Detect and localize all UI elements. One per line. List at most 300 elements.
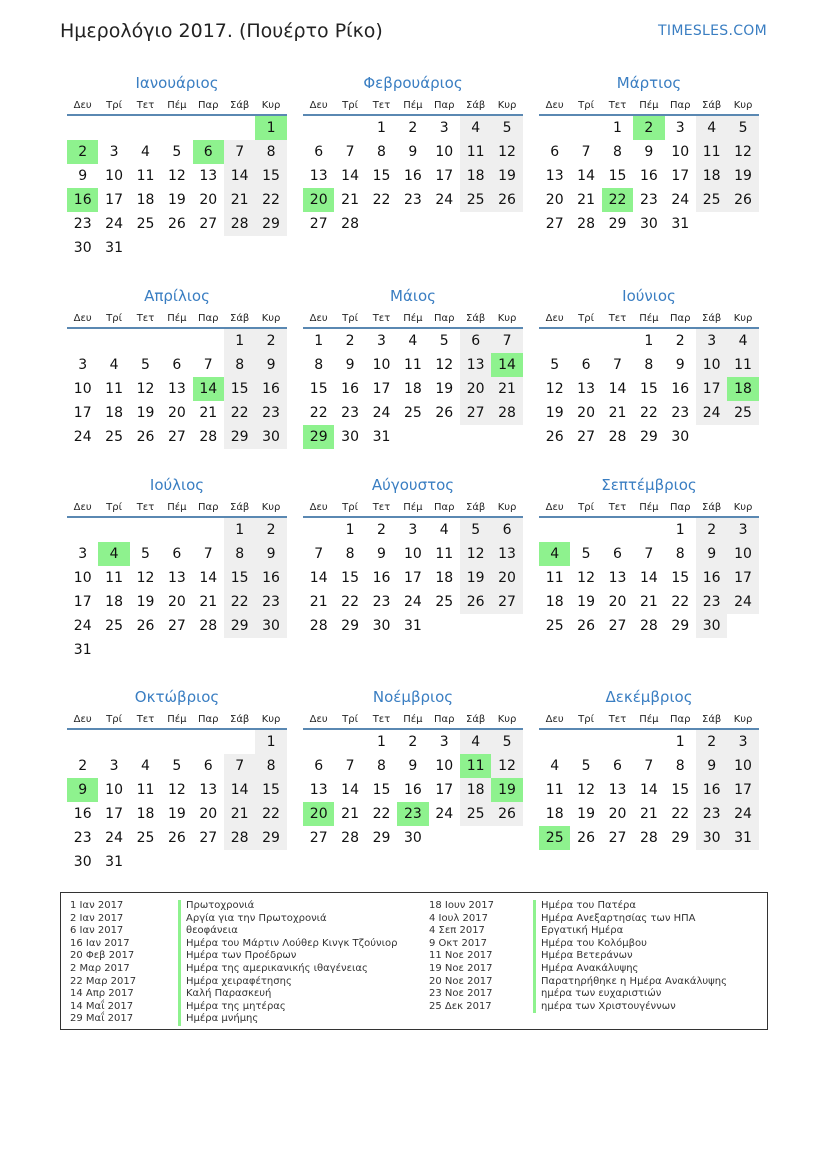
day-cell: 15	[255, 778, 286, 802]
day-cell: 7	[581, 144, 591, 160]
holiday-day-cell: 19	[491, 778, 522, 802]
day-cell: 10	[727, 754, 758, 778]
day-cell: 3	[675, 120, 685, 136]
day-cell: 22	[224, 401, 255, 425]
day-cell: 21	[608, 405, 627, 421]
day-cell: 23	[73, 216, 92, 232]
weekday-label: Πέμ	[403, 501, 423, 513]
holiday-day-cell: 25	[539, 826, 570, 850]
day-grid	[67, 116, 287, 260]
day-cell: 16	[639, 168, 658, 184]
month-5	[303, 283, 523, 449]
day-cell: 5	[172, 758, 182, 774]
month-name: Ιούλιος	[149, 476, 205, 494]
day-cell: 28	[341, 830, 359, 846]
month-name: Φεβρουάριος	[363, 74, 463, 92]
holiday-name: ημέρα των Χριστουγέννων	[533, 1001, 727, 1014]
day-cell: 14	[577, 168, 595, 184]
weekday-label: Δευ	[309, 312, 328, 324]
day-cell: 9	[345, 357, 355, 373]
day-cell: 3	[377, 333, 386, 349]
day-cell: 14	[341, 168, 359, 184]
weekday-label: Τετ	[136, 501, 155, 513]
day-cell: 10	[403, 546, 422, 562]
holiday-date: 18 Ιουν 2017	[429, 900, 494, 911]
day-cell: 7	[224, 140, 255, 164]
day-cell: 28	[199, 618, 218, 634]
day-cell: 6	[550, 144, 560, 160]
day-cell: 24	[372, 405, 391, 421]
day-cell: 11	[545, 570, 564, 586]
day-cell: 26	[545, 429, 564, 445]
day-cell: 1	[675, 734, 685, 750]
holiday-names-col-1	[178, 900, 397, 1026]
weekday-label: Κυρ	[497, 713, 517, 725]
day-cell: 9	[255, 542, 286, 566]
day-cell: 30	[696, 826, 727, 850]
day-cell: 18	[136, 806, 155, 822]
day-cell: 21	[199, 405, 218, 421]
day-cell: 19	[460, 566, 491, 590]
brand-link[interactable]: TIMESLES.COM	[658, 23, 767, 39]
day-cell: 26	[136, 429, 155, 445]
day-cell: 30	[341, 429, 359, 445]
weekday-label: Τρί	[578, 501, 594, 513]
holiday-day-cell: 14	[491, 353, 522, 377]
day-cell: 6	[613, 546, 622, 562]
day-cell: 6	[203, 758, 213, 774]
day-grid	[539, 329, 759, 449]
day-cell: 12	[136, 381, 155, 397]
day-cell: 7	[613, 357, 622, 373]
page-title: Ημερολόγιο 2017. (Πουέρτο Ρίκο)	[60, 20, 383, 42]
day-cell: 17	[105, 806, 123, 822]
day-cell: 12	[727, 140, 758, 164]
weekday-label: Τετ	[608, 713, 627, 725]
day-cell: 16	[671, 381, 690, 397]
day-cell: 7	[644, 758, 654, 774]
weekday-label: Τρί	[578, 312, 594, 324]
day-cell: 18	[136, 192, 155, 208]
day-cell: 20	[167, 594, 186, 610]
day-cell: 30	[696, 614, 727, 638]
day-cell: 18	[105, 405, 123, 421]
holiday-date: 2 Μαρ 2017	[70, 962, 130, 974]
holiday-date: 4 Σεπ 2017	[429, 925, 485, 937]
day-cell: 11	[696, 140, 727, 164]
day-grid	[67, 329, 287, 449]
day-cell: 31	[105, 854, 123, 870]
day-cell: 30	[671, 429, 690, 445]
weekday-label: Δευ	[545, 99, 564, 111]
day-cell: 15	[341, 570, 359, 586]
day-cell: 15	[671, 570, 690, 586]
day-cell: 29	[224, 614, 255, 638]
day-cell: 3	[109, 758, 119, 774]
day-cell: 3	[696, 329, 727, 353]
day-cell: 28	[639, 830, 658, 846]
month-name: Σεπτέμβριος	[601, 476, 697, 494]
empty-day-cell	[334, 116, 365, 140]
empty-day-cell	[539, 518, 570, 542]
weekday-header	[67, 498, 287, 518]
weekday-label: Παρ	[670, 501, 691, 513]
weekday-label: Τρί	[106, 713, 122, 725]
day-grid	[539, 116, 759, 236]
day-cell: 19	[435, 381, 454, 397]
day-cell: 2	[675, 333, 685, 349]
day-cell: 28	[309, 618, 328, 634]
holiday-name: Ημέρα της μητέρας	[178, 1001, 397, 1014]
weekday-label: Κυρ	[497, 312, 517, 324]
weekday-label: Δευ	[545, 501, 564, 513]
day-cell: 11	[403, 357, 422, 373]
day-cell: 18	[403, 381, 422, 397]
day-cell: 8	[314, 357, 324, 373]
weekday-label: Σάβ	[702, 99, 722, 111]
day-cell: 10	[372, 357, 391, 373]
day-cell: 25	[403, 405, 422, 421]
day-cell: 12	[435, 357, 454, 373]
empty-day-cell	[570, 730, 601, 754]
day-cell: 9	[696, 542, 727, 566]
holiday-day-cell: 20	[303, 188, 334, 212]
holiday-day-cell: 6	[193, 140, 224, 164]
day-cell: 3	[439, 120, 449, 136]
weekday-label: Τρί	[106, 99, 122, 111]
day-cell: 10	[435, 758, 454, 774]
weekday-label: Δευ	[309, 501, 328, 513]
day-cell: 18	[460, 164, 491, 188]
day-cell: 23	[255, 401, 286, 425]
empty-day-cell	[98, 518, 129, 542]
day-cell: 19	[167, 806, 186, 822]
day-cell: 23	[255, 590, 286, 614]
holiday-name: Ημέρα της αμερικανικής ιθαγένειας	[178, 963, 397, 976]
day-cell: 4	[439, 522, 449, 538]
day-cell: 13	[199, 168, 218, 184]
day-cell: 15	[372, 168, 391, 184]
day-cell: 3	[727, 518, 758, 542]
day-cell: 16	[403, 168, 422, 184]
day-cell: 31	[671, 216, 690, 232]
empty-day-cell	[539, 116, 570, 140]
day-grid	[303, 730, 523, 850]
weekday-label: Πέμ	[403, 99, 423, 111]
day-cell: 12	[545, 381, 564, 397]
day-cell: 19	[577, 594, 595, 610]
weekday-label: Σάβ	[230, 312, 250, 324]
day-cell: 6	[613, 758, 622, 774]
weekday-label: Δευ	[309, 99, 328, 111]
day-cell: 17	[105, 192, 123, 208]
day-cell: 28	[639, 618, 658, 634]
holiday-name: Ημέρα των Προέδρων	[178, 950, 397, 963]
weekday-header	[303, 710, 523, 730]
month-name: Δεκέμβριος	[605, 688, 693, 706]
day-cell: 14	[341, 782, 359, 798]
weekday-label: Πέμ	[639, 501, 659, 513]
day-cell: 9	[675, 357, 685, 373]
day-cell: 14	[309, 570, 328, 586]
empty-day-cell	[193, 730, 224, 754]
weekday-header	[303, 498, 523, 518]
day-cell: 5	[491, 116, 522, 140]
day-cell: 12	[577, 782, 595, 798]
day-cell: 6	[314, 758, 324, 774]
day-cell: 30	[403, 830, 422, 846]
day-cell: 21	[224, 802, 255, 826]
day-cell: 5	[141, 546, 150, 562]
day-cell: 26	[491, 802, 522, 826]
day-cell: 5	[581, 546, 591, 562]
day-cell: 22	[255, 188, 286, 212]
weekday-label: Σάβ	[702, 312, 722, 324]
day-grid	[303, 518, 523, 638]
day-cell: 20	[577, 405, 595, 421]
day-cell: 1	[224, 329, 255, 353]
day-cell: 29	[639, 429, 658, 445]
day-cell: 25	[460, 802, 491, 826]
day-cell: 28	[341, 216, 359, 232]
day-cell: 18	[696, 164, 727, 188]
day-cell: 29	[255, 212, 286, 236]
weekday-label: Κυρ	[261, 99, 281, 111]
day-cell: 8	[613, 144, 622, 160]
day-cell: 16	[403, 782, 422, 798]
day-cell: 25	[696, 188, 727, 212]
day-cell: 27	[167, 618, 186, 634]
day-cell: 2	[377, 522, 386, 538]
day-cell: 4	[696, 116, 727, 140]
day-cell: 29	[255, 826, 286, 850]
day-cell: 21	[341, 806, 359, 822]
day-cell: 2	[255, 329, 286, 353]
weekday-label: Δευ	[73, 312, 92, 324]
day-cell: 23	[696, 802, 727, 826]
day-grid	[303, 116, 523, 236]
month-name: Μάρτιος	[616, 74, 682, 92]
month-name: Ιανουάριος	[135, 74, 219, 92]
day-cell: 21	[577, 192, 595, 208]
weekday-label: Δευ	[73, 713, 92, 725]
day-cell: 1	[314, 333, 324, 349]
weekday-label: Σάβ	[466, 713, 486, 725]
holiday-name: Ημέρα του Κολόμβου	[533, 938, 727, 951]
weekday-label: Τετ	[608, 312, 627, 324]
day-cell: 13	[545, 168, 564, 184]
empty-day-cell	[98, 116, 129, 140]
day-cell: 27	[460, 401, 491, 425]
empty-day-cell	[193, 116, 224, 140]
weekday-label: Πέμ	[167, 312, 187, 324]
day-cell: 19	[167, 192, 186, 208]
day-cell: 13	[167, 381, 186, 397]
day-cell: 22	[671, 806, 690, 822]
day-cell: 6	[491, 518, 522, 542]
day-cell: 18	[105, 594, 123, 610]
day-cell: 10	[105, 782, 123, 798]
day-cell: 17	[727, 778, 758, 802]
weekday-label: Σάβ	[466, 99, 486, 111]
day-cell: 21	[224, 188, 255, 212]
holiday-name: Ημέρα του Πατέρα	[533, 900, 727, 913]
day-cell: 19	[136, 405, 155, 421]
day-cell: 19	[491, 164, 522, 188]
empty-day-cell	[224, 730, 255, 754]
day-cell: 20	[460, 377, 491, 401]
day-cell: 10	[696, 353, 727, 377]
day-cell: 5	[550, 357, 560, 373]
day-cell: 26	[167, 830, 186, 846]
day-cell: 3	[408, 522, 418, 538]
weekday-header	[67, 710, 287, 730]
holiday-day-cell: 23	[397, 802, 428, 826]
empty-day-cell	[303, 116, 334, 140]
day-cell: 10	[73, 570, 92, 586]
day-cell: 22	[341, 594, 359, 610]
day-cell: 30	[73, 854, 92, 870]
day-cell: 23	[696, 590, 727, 614]
empty-day-cell	[67, 329, 98, 353]
day-cell: 28	[608, 429, 627, 445]
holiday-day-cell: 16	[67, 188, 98, 212]
weekday-label: Παρ	[670, 713, 691, 725]
day-cell: 8	[255, 140, 286, 164]
day-cell: 23	[671, 405, 690, 421]
day-cell: 1	[377, 120, 386, 136]
day-cell: 28	[224, 212, 255, 236]
empty-day-cell	[633, 730, 664, 754]
empty-day-cell	[602, 730, 633, 754]
holiday-name: Ημέρα μνήμης	[178, 1013, 397, 1026]
weekday-label: Παρ	[670, 99, 691, 111]
day-cell: 9	[377, 546, 386, 562]
day-grid	[539, 730, 759, 850]
weekday-label: Τετ	[608, 99, 627, 111]
day-cell: 6	[172, 357, 182, 373]
empty-day-cell	[130, 329, 161, 353]
day-cell: 12	[167, 782, 186, 798]
weekday-label: Κυρ	[733, 99, 753, 111]
day-cell: 27	[199, 830, 218, 846]
holiday-name: Ημέρα του Μάρτιν Λούθερ Κινγκ Τζούνιορ	[178, 938, 397, 951]
empty-day-cell	[98, 730, 129, 754]
day-cell: 8	[345, 546, 355, 562]
weekday-label: Κυρ	[497, 501, 517, 513]
day-cell: 25	[136, 216, 155, 232]
day-cell: 27	[545, 216, 564, 232]
day-cell: 14	[199, 570, 218, 586]
day-cell: 10	[435, 144, 454, 160]
holiday-name: Ημέρα Ανακάλυψης	[533, 963, 727, 976]
day-cell: 13	[577, 381, 595, 397]
day-cell: 22	[309, 405, 328, 421]
empty-day-cell	[570, 329, 601, 353]
holiday-date: 25 Δεκ 2017	[429, 1000, 492, 1012]
day-cell: 17	[727, 566, 758, 590]
holiday-date: 16 Ιαν 2017	[70, 937, 130, 949]
day-cell: 3	[78, 357, 88, 373]
weekday-header	[303, 309, 523, 329]
holiday-date: 23 Νοε 2017	[429, 988, 493, 1000]
weekday-header	[539, 96, 759, 116]
weekday-label: Τρί	[342, 713, 358, 725]
weekday-label: Δευ	[545, 713, 564, 725]
day-cell: 13	[608, 570, 627, 586]
empty-day-cell	[130, 116, 161, 140]
day-cell: 11	[460, 140, 491, 164]
day-cell: 31	[372, 429, 391, 445]
day-grid	[539, 518, 759, 638]
day-cell: 5	[439, 333, 449, 349]
day-cell: 25	[545, 618, 564, 634]
day-cell: 15	[372, 782, 391, 798]
day-cell: 27	[309, 830, 328, 846]
day-cell: 15	[608, 168, 627, 184]
weekday-label: Παρ	[434, 99, 455, 111]
holiday-day-cell: 29	[303, 425, 334, 449]
day-grid	[67, 730, 287, 874]
day-cell: 24	[671, 192, 690, 208]
day-cell: 31	[105, 240, 123, 256]
month-1	[67, 70, 287, 260]
holiday-name: Ημέρα χειραφέτησης	[178, 976, 397, 989]
holiday-day-cell: 4	[98, 542, 129, 566]
day-cell: 27	[577, 429, 595, 445]
weekday-label: Τρί	[106, 501, 122, 513]
empty-day-cell	[67, 518, 98, 542]
holiday-day-cell: 22	[602, 188, 633, 212]
day-cell: 19	[577, 806, 595, 822]
day-cell: 13	[309, 782, 328, 798]
day-cell: 25	[435, 594, 454, 610]
weekday-label: Δευ	[545, 312, 564, 324]
holiday-dates-col-2	[429, 900, 494, 1013]
empty-day-cell	[130, 518, 161, 542]
weekday-label: Κυρ	[733, 501, 753, 513]
day-cell: 26	[727, 188, 758, 212]
day-cell: 17	[372, 381, 391, 397]
weekday-header	[67, 309, 287, 329]
day-cell: 13	[608, 782, 627, 798]
day-cell: 22	[671, 594, 690, 610]
day-cell: 24	[105, 216, 123, 232]
day-cell: 19	[727, 164, 758, 188]
month-9	[539, 472, 759, 638]
day-cell: 17	[73, 405, 92, 421]
weekday-label: Κυρ	[733, 312, 753, 324]
day-cell: 16	[696, 778, 727, 802]
day-cell: 27	[309, 216, 328, 232]
day-cell: 7	[203, 357, 213, 373]
month-11	[303, 684, 523, 850]
day-cell: 2	[408, 734, 418, 750]
day-cell: 14	[639, 782, 658, 798]
holiday-date: 2 Ιαν 2017	[70, 912, 124, 924]
day-cell: 27	[608, 618, 627, 634]
day-cell: 1	[675, 522, 685, 538]
day-cell: 6	[314, 144, 324, 160]
month-3	[539, 70, 759, 236]
day-cell: 13	[460, 353, 491, 377]
holiday-dates-col-1	[70, 900, 136, 1026]
empty-day-cell	[602, 518, 633, 542]
day-cell: 11	[136, 168, 155, 184]
day-cell: 29	[224, 425, 255, 449]
day-cell: 31	[727, 826, 758, 850]
day-cell: 7	[224, 754, 255, 778]
